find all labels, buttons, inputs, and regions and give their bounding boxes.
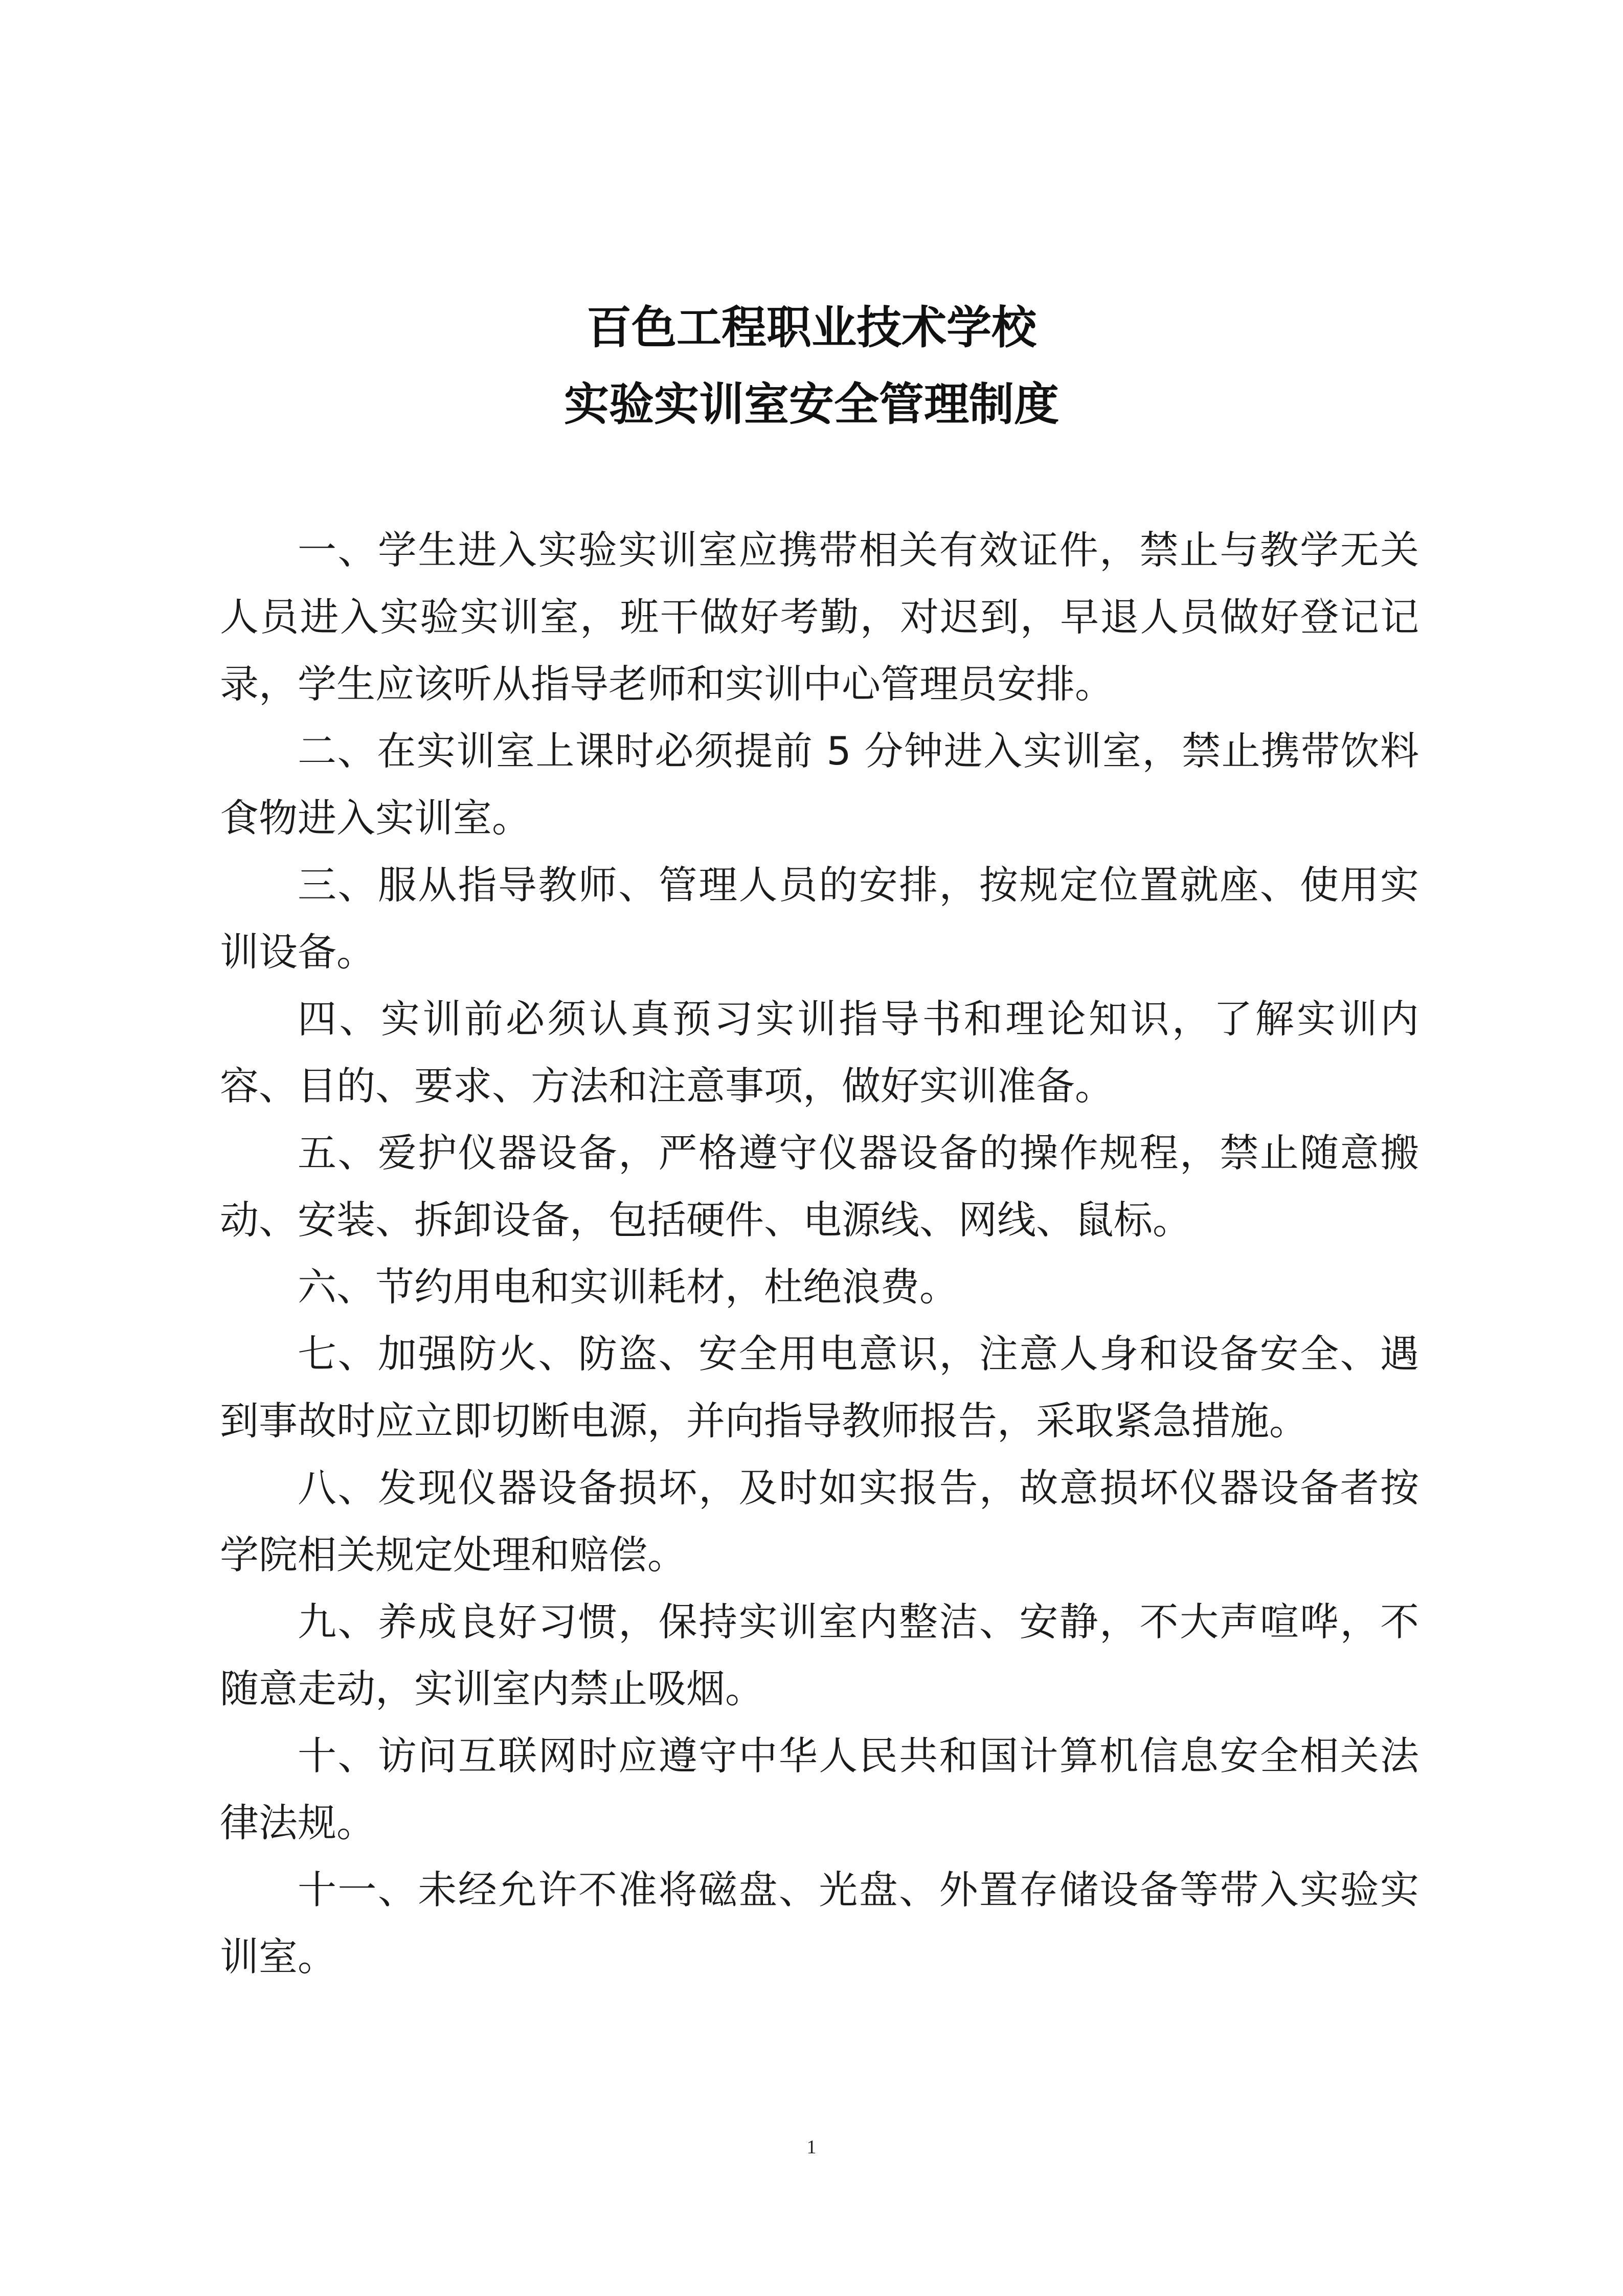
page-number: 1 [806,2136,817,2158]
rule-paragraph-5: 五、爱护仪器设备，严格遵守仪器设备的操作规程，禁止随意搬动、安装、拆卸设备，包括硬件、电源线、网线、鼠标。 [220,1130,1419,1243]
rule-paragraph-11: 十一、未经允许不准将磁盘、光盘、外置存储设备等带入实验实训室。 [220,1867,1419,1979]
rule-paragraph-2: 二、在实训室上课时必须提前 5 分钟进入实训室，禁止携带饮料食物进入实训室。 [220,728,1419,841]
rule-paragraph-8: 八、发现仪器设备损坏，及时如实报告，故意损坏仪器设备者按学院相关规定处理和赔偿。 [220,1465,1419,1578]
rule-paragraph-1: 一、学生进入实验实训室应携带相关有效证件，禁止与教学无关人员进入实验实训室，班干做好考勤，对迟到，早退人员做好登记记录，学生应该听从指导老师和实训中心管理员安排。 [220,527,1419,707]
rule-paragraph-9: 九、养成良好习惯，保持实训室内整洁、安静，不大声喧哗，不随意走动，实训室内禁止吸烟。 [220,1599,1419,1712]
document-body [220,516,1419,1990]
rule-paragraph-4: 四、实训前必须认真预习实训指导书和理论知识，了解实训内容、目的、要求、方法和注意事项，做好实训准备。 [220,996,1419,1109]
document-title-regulation: 实验实训室安全管理制度 [563,377,1059,431]
document-title-school: 百色工程职业技术学校 [586,301,1036,354]
rule-paragraph-10: 十、访问互联网时应遵守中华人民共和国计算机信息安全相关法律法规。 [220,1733,1419,1845]
rule-paragraph-7: 七、加强防火、防盗、安全用电意识，注意人身和设备安全、遇到事故时应立即切断电源，并向指导教师报告，采取紧急措施。 [220,1331,1419,1444]
rule-paragraph-6: 六、节约用电和实训耗材，杜绝浪费。 [298,1264,958,1310]
rule-paragraph-3: 三、服从指导教师、管理人员的安排，按规定位置就座、使用实训设备。 [220,862,1419,975]
